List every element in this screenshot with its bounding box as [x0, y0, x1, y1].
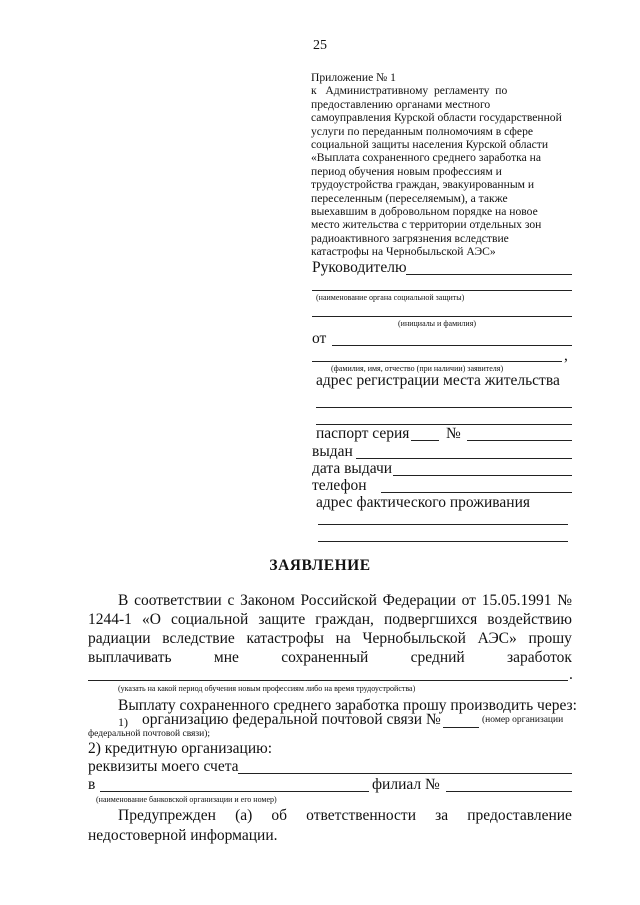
- appendix-line: самоуправления Курской области государственной: [311, 111, 562, 125]
- word: соответствии: [134, 592, 222, 609]
- initials-field-line[interactable]: [312, 316, 572, 317]
- applicant-field-line[interactable]: [312, 361, 562, 362]
- period-field-line[interactable]: [88, 680, 568, 681]
- word: 1244-1: [88, 611, 132, 628]
- option1-hint-b: федеральной почтовой связи);: [88, 729, 211, 739]
- appendix-block: [311, 71, 562, 259]
- word: вследствие: [162, 630, 235, 647]
- issued-label: выдан: [312, 443, 353, 460]
- appendix-line: место жительства с территории отдельных зон: [311, 218, 542, 232]
- word: Предупрежден: [118, 807, 216, 824]
- word: Российской: [300, 592, 377, 609]
- account-label: реквизиты моего счета: [88, 758, 239, 775]
- phone-label: телефон: [312, 477, 367, 494]
- appendix-line: «Выплата сохраненного среднего заработка на: [311, 151, 541, 165]
- statement-title: ЗАЯВЛЕНИЕ: [269, 557, 371, 574]
- appendix-line: катастрофы на Чернобыльской АЭС»: [311, 245, 496, 259]
- appendix-line: радиоактивного загрязнения вследствие: [311, 231, 509, 245]
- option1-number: 1): [118, 715, 128, 729]
- word: Законом: [240, 592, 295, 609]
- word: на: [335, 630, 351, 647]
- option2-text: 2) кредитную организацию:: [88, 740, 273, 757]
- hint-period: (указать на какой период обучения новым профессиям либо на время трудоустройства): [118, 684, 416, 693]
- word: Федерации: [382, 592, 456, 609]
- word: заработок: [507, 649, 572, 666]
- word: за: [435, 807, 449, 824]
- word: граждан,: [315, 611, 374, 628]
- appendix-line: предоставлению органами местного: [311, 97, 491, 111]
- word: сохраненный: [281, 649, 369, 666]
- account-line[interactable]: [238, 773, 572, 774]
- warning-row-2: недостоверной информации.: [88, 827, 278, 844]
- issue-date-label: дата выдачи: [312, 460, 393, 477]
- word: с: [227, 592, 235, 609]
- word: прошу: [528, 630, 572, 647]
- period-dot: .: [569, 666, 573, 683]
- word: предоставление: [467, 807, 572, 824]
- postal-number-line[interactable]: [443, 727, 479, 728]
- branch-line[interactable]: [446, 791, 572, 792]
- word: выплачивать: [88, 649, 172, 666]
- appendix-line: переселенным (переселяемым), а также: [311, 191, 508, 205]
- to-field-line[interactable]: [406, 274, 572, 275]
- option1-hint-a: (номер организации: [482, 715, 564, 725]
- word: ответственности: [306, 807, 416, 824]
- issued-line[interactable]: [356, 458, 572, 459]
- word: (а): [235, 807, 253, 824]
- word: радиации: [88, 630, 151, 647]
- word: АЭС»: [477, 630, 517, 647]
- word: защите: [258, 611, 306, 628]
- branch-label: филиал №: [372, 776, 440, 793]
- page-number: 25: [313, 38, 327, 53]
- hint-initials: (инициалы и фамилия): [398, 319, 477, 328]
- to-label: Руководителю: [312, 259, 407, 276]
- hint-applicant: (фамилия, имя, отчество (при наличии) заявителя): [331, 364, 504, 373]
- word: от: [461, 592, 476, 609]
- bank-line[interactable]: [100, 791, 369, 792]
- hint-bank: (наименование банковской организации и его номер): [96, 795, 277, 804]
- word: 15.05.1991: [481, 592, 552, 609]
- phone-line[interactable]: [381, 492, 572, 493]
- appendix-line: выехавшим в добровольном порядке на новое: [311, 205, 538, 219]
- actual-address-label: адрес фактического проживания: [316, 494, 531, 511]
- appendix-line: социальной защиты населения Курской области: [311, 138, 549, 152]
- body-row-3: [88, 630, 572, 648]
- word: средний: [410, 649, 465, 666]
- word: об: [271, 807, 288, 824]
- word: подвергшихся: [383, 611, 478, 628]
- payment-line: Выплату сохраненного среднего заработка прошу производить через:: [118, 697, 577, 714]
- actual-address-line-2[interactable]: [318, 541, 568, 542]
- issue-date-line[interactable]: [393, 475, 572, 476]
- word: №: [557, 592, 572, 609]
- org-field-line[interactable]: [312, 290, 572, 291]
- word: мне: [213, 649, 239, 666]
- body-row-1: [118, 592, 572, 610]
- in-label: в: [88, 776, 96, 793]
- option1-text: организацию федеральной почтовой связи №: [142, 711, 441, 728]
- passport-series-line[interactable]: [411, 440, 439, 441]
- hint-org: (наименование органа социальной защиты): [316, 293, 465, 302]
- appendix-line: к Административному регламенту по: [311, 84, 508, 98]
- passport-series-label: паспорт серия: [316, 425, 410, 442]
- comma: ,: [564, 347, 568, 364]
- reg-address-label: адрес регистрации места жительства: [316, 372, 560, 389]
- word: «О: [141, 611, 161, 628]
- actual-address-line-1[interactable]: [318, 524, 568, 525]
- appendix-line: трудоустройства граждан, эвакуированным и: [311, 178, 535, 192]
- word: воздействию: [487, 611, 572, 628]
- word: катастрофы: [246, 630, 324, 647]
- appendix-line: услуги по переданным полномочиям в сфере: [311, 124, 534, 138]
- appendix-line: Приложение № 1: [311, 71, 396, 84]
- passport-number-line[interactable]: [467, 440, 572, 441]
- warning-row-1: [118, 807, 572, 825]
- from-field-line[interactable]: [332, 345, 572, 346]
- passport-number-sign: №: [446, 425, 461, 442]
- word: Чернобыльской: [362, 630, 466, 647]
- word: В: [118, 592, 129, 609]
- body-row-2: [88, 611, 572, 629]
- from-label: от: [312, 330, 327, 347]
- word: социальной: [170, 611, 249, 628]
- reg-address-line-1[interactable]: [316, 407, 572, 408]
- appendix-line: период обучения новым профессиям и: [311, 164, 502, 178]
- body-row-4: [88, 649, 572, 667]
